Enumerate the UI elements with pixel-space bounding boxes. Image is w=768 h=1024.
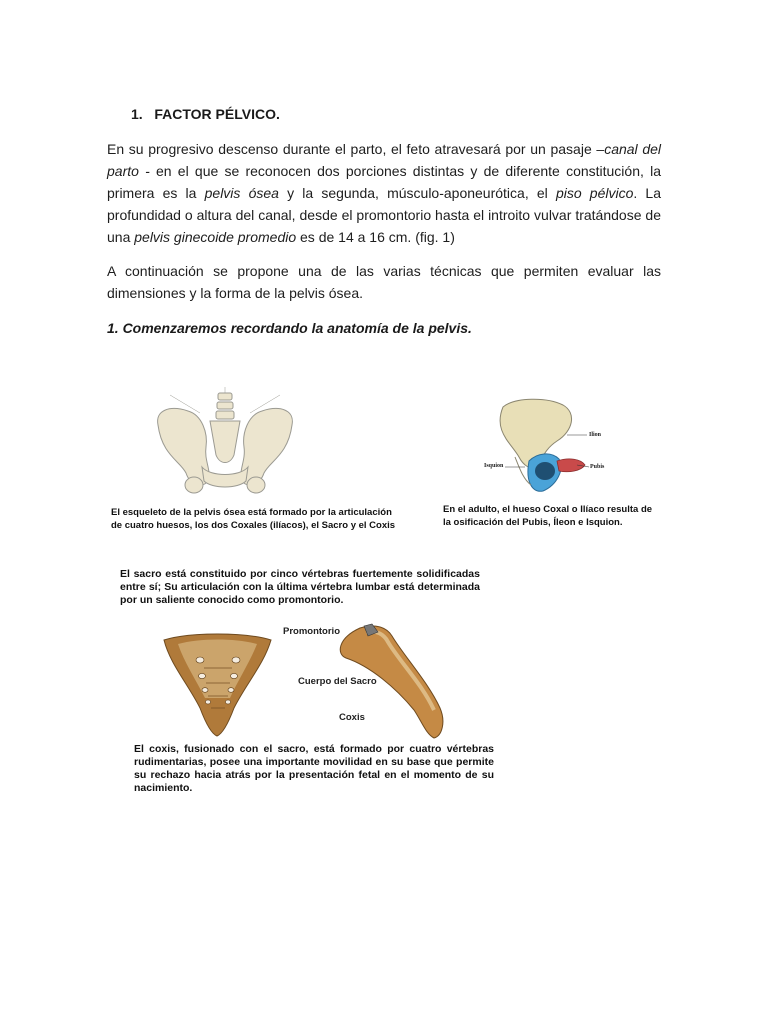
label-promontorio: Promontorio [283,626,340,637]
text-run: . La profundidad o altura del canal, desde el promontorio hasta el introito vulvar tratándose de una [107,185,661,245]
label-isquion: Isquion [484,463,504,469]
label-pubis: Pubis [590,464,605,470]
label-cuerpo-del-sacro: Cuerpo del Sacro [298,676,377,687]
text-run: y la segunda, músculo-aponeurótica, el [278,185,556,201]
label-ilion: Ilion [589,432,602,438]
text-run: es de 14 a 16 cm. (fig. 1) [296,229,455,245]
sacrum-caption: El sacro está constituido por cinco vértebras fuertemente solidificadas entre sí; Su articulación con la última vértebra lumbar está determinada por un saliente conocido como promontorio. [120,568,480,606]
emphasis-pelvis-osea: pelvis ósea [204,185,279,201]
text-run: en el que se reconocen dos porciones distintas y de diferente constitución, la primera es la [107,163,661,201]
emphasis-pelvis-ginecoide: pelvis ginecoide promedio [134,229,297,245]
text-run: En su progresivo descenso durante el parto, el feto atravesará por un pasaje – [107,141,605,157]
sacrum-front-figure [160,632,275,737]
label-coxis: Coxis [339,712,365,723]
section-heading [131,106,280,122]
section-title: FACTOR PÉLVICO. [154,106,280,122]
pelvis-skeleton-figure [150,385,300,505]
paragraph-intro [107,138,661,248]
coccyx-caption: El coxis, fusionado con el sacro, está formado por cuatro vértebras rudimentarias, posee una importante movilidad en su base que permite su rechazo hacia atrás por la presentación fetal en el momento de su nacimiento. [134,743,494,794]
coxal-caption: En el adulto, el hueso Coxal o Ilíaco resulta de la osificación del Pubis, Íleon e Isquion. [443,504,653,528]
section-number: 1. [131,106,143,122]
subheading-anatomy: 1. Comenzaremos recordando la anatomía de la pelvis. [107,320,472,336]
paragraph-technique: A continuación se propone una de las varias técnicas que permiten evaluar las dimensiones y la forma de la pelvis ósea. [107,263,661,301]
coxal-bone-figure [485,395,625,500]
emphasis-piso-pelvico: piso pélvico [555,185,634,201]
emphasis-canal-del-parto: canal del parto - [107,141,661,179]
pelvis-caption: El esqueleto de la pelvis ósea está formado por la articulación de cuatro huesos, los dos Coxales (ilíacos), el Sacro y el Coxis [111,507,396,531]
